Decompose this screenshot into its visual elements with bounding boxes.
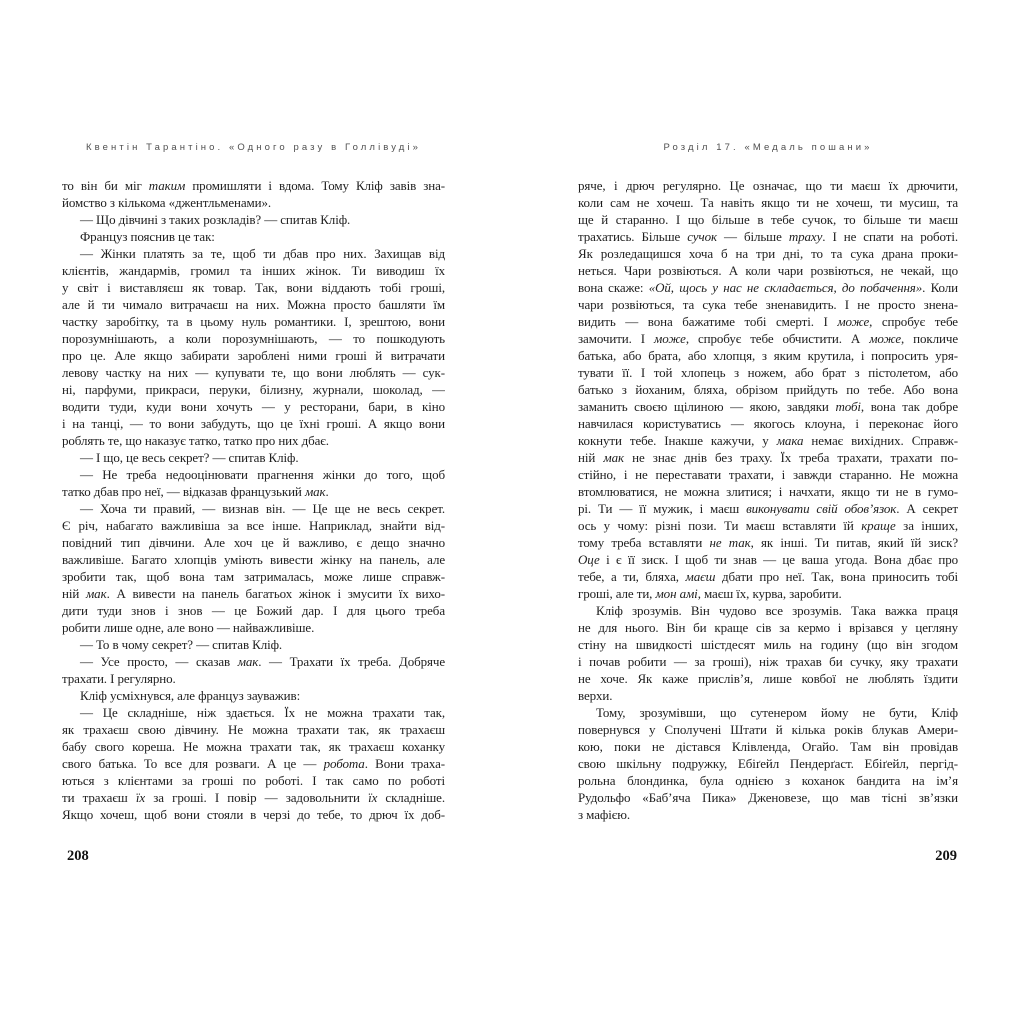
text-run: — Хоча ти правий, — визнав він. — Це ще не весь секрет.: [80, 501, 445, 516]
text-run: батько з йоханим, бляха, обрізом прийдуть по тебе. Або вона: [578, 382, 958, 397]
text-run: , вона так добре: [860, 399, 958, 414]
text-run: втомлюватися, не можна злитися; і начхати, якщо ти не в гумо-: [578, 484, 958, 499]
italic-text-run: може: [869, 331, 901, 346]
text-run: зробити так, щоб вона там затрималась, може лише справж-: [62, 569, 445, 584]
text-run: , спробує тебе: [869, 314, 958, 329]
text-run: не хоче. Як каже прислів’я, лише ковбої не люблять їздити: [578, 671, 958, 686]
text-line: [578, 551, 958, 568]
text-line: [578, 789, 958, 806]
italic-text-run: краще: [861, 518, 896, 533]
text-line: [578, 568, 958, 585]
text-run: з мафією.: [578, 807, 630, 822]
text-line: [578, 228, 958, 245]
text-line: [578, 704, 958, 721]
text-run: Тому, зрозумівши, що сутенером йому не бути, Кліф: [596, 705, 958, 720]
page-number-left: 208: [67, 848, 89, 864]
italic-text-run: мак: [603, 450, 624, 465]
text-line: [578, 296, 958, 313]
text-line: [578, 636, 958, 653]
text-line: [62, 313, 445, 330]
text-run: не для нього. Він би краще сів за кермо і врізався у цегляну: [578, 620, 958, 635]
text-run: бабу свого кореша. Не можна трахати так, як трахаєш коханку: [62, 739, 445, 754]
text-run: навчилася користуватись — якогось клоуна, і переконає його: [578, 416, 958, 431]
text-run: гроші, але ти,: [578, 586, 656, 601]
running-header-right: Розділ 17. «Медаль пошани»: [663, 142, 873, 153]
text-run: — Не треба недооцінювати прагнення жінки до того, щоб: [80, 467, 445, 482]
text-line: [578, 602, 958, 619]
text-run: повернувся у Сполучені Штати й кілька років блукав Амери-: [578, 722, 958, 737]
text-line: [578, 364, 958, 381]
text-line: [62, 364, 445, 381]
text-line: [578, 517, 958, 534]
italic-text-run: Оце: [578, 552, 600, 567]
text-line: [578, 670, 958, 687]
text-run: коли сам не хочеш. Та навіть якщо ти не хочеш, ти мусиш, та: [578, 195, 958, 210]
text-line: [578, 653, 958, 670]
text-line: [578, 687, 958, 704]
text-run: батька, або брата, або хлопця, з яким крутила, і попросить уря-: [578, 348, 958, 363]
text-line: [578, 534, 958, 551]
text-run: чари розвіються, та сука тебе зненавидить. І не просто знена-: [578, 297, 958, 312]
text-run: Француз пояснив це так:: [80, 229, 215, 244]
text-line: [62, 500, 445, 517]
text-line: [62, 415, 445, 432]
text-line: [62, 602, 445, 619]
text-run: робити лише одне, але воно — найважливіше.: [62, 620, 315, 635]
italic-text-run: мон амі: [655, 586, 698, 601]
text-line: [62, 296, 445, 313]
text-line: [578, 449, 958, 466]
italic-text-run: тобі: [835, 399, 861, 414]
text-line: [62, 704, 445, 721]
italic-text-run: мак: [85, 586, 107, 601]
text-line: [578, 347, 958, 364]
text-run: Є річ, набагато важливіша за все інше. Наприклад, знайти від-: [62, 518, 445, 533]
text-line: [578, 262, 958, 279]
text-run: кокнути тебе. Інакше кажучи, у: [578, 433, 777, 448]
text-line: [62, 398, 445, 415]
text-line: [62, 177, 445, 194]
text-run: татко дбав про неї, — відказав французький: [62, 484, 305, 499]
text-run: ній: [578, 450, 604, 465]
text-run: . Вони траха-: [364, 756, 445, 771]
text-run: Якщо хочеш, щоб вони стояли в черзі до тебе, то дрюч їх доб-: [62, 807, 445, 822]
text-run: — То в чому секрет? — спитав Кліф.: [80, 637, 283, 652]
text-line: [62, 449, 445, 466]
italic-text-run: не так: [709, 535, 751, 550]
text-run: водити туди, куди вони хочуть — у ресторани, бари, в кіно: [62, 399, 445, 414]
text-line: [62, 653, 445, 670]
text-run: і є її зиск. І щоб ти знав — це ваша угода. Вона дбає про: [599, 552, 958, 567]
text-run: і почав робити — за гроші), ніж трахав би сучку, яку трахати: [578, 654, 958, 669]
text-line: [62, 262, 445, 279]
text-line: [578, 466, 958, 483]
text-line: [62, 279, 445, 296]
text-line: [578, 721, 958, 738]
text-run: порозумнішають, а коли порозумнішають, — то пошкодують: [62, 331, 445, 346]
text-run: рольна блондинка, була однією з коханок бандита на ім’я: [578, 773, 958, 788]
text-run: ти трахаєш: [62, 790, 136, 805]
text-line: [62, 585, 445, 602]
text-run: дбати про неї. Так, вона приносить тобі: [715, 569, 958, 584]
text-run: левову частку на них — купувати те, що вони люблять — сук-: [62, 365, 445, 380]
text-line: [578, 415, 958, 432]
text-line: [578, 755, 958, 772]
text-line: [62, 568, 445, 585]
italic-text-run: мак: [237, 654, 259, 669]
text-run: за гроші. І повір — задовольнити: [145, 790, 369, 805]
text-line: [62, 432, 445, 449]
text-line: [62, 194, 445, 211]
text-line: [62, 636, 445, 653]
text-line: [62, 806, 445, 823]
text-run: — Що дівчині з таких розкладів? — спитав Кліф.: [80, 212, 351, 227]
text-line: [578, 585, 958, 602]
text-run: видить — вона бажатиме тобі смерті. І: [578, 314, 838, 329]
text-line: [62, 670, 445, 687]
text-run: то він би міг: [62, 178, 149, 193]
text-run: ній: [62, 586, 86, 601]
italic-text-run: маєш: [685, 569, 716, 584]
italic-text-run: їх: [135, 790, 146, 805]
text-run: і на танці, — то вони забудуть, що це їхні гроші. А якщо вони: [62, 416, 445, 431]
text-line: [62, 619, 445, 636]
text-run: як трахаєш свою дівчину. Не можна трахати так, як трахаєш: [62, 722, 445, 737]
italic-text-run: траху: [788, 229, 823, 244]
text-run: рі. Ти — її мужик, і маєш: [578, 501, 747, 516]
text-run: клієнтів, жандармів, громил та інших жінок. Ти виводиш їх: [62, 263, 445, 278]
text-line: [578, 619, 958, 636]
text-run: — І що, це весь секрет? — спитав Кліф.: [80, 450, 299, 465]
text-run: , як інші. Ти питав, який їй зиск?: [750, 535, 958, 550]
text-line: [578, 279, 958, 296]
text-line: [578, 772, 958, 789]
text-run: дити туди знов і знов — це Божий дар. І для цього треба: [62, 603, 445, 618]
text-line: [578, 211, 958, 228]
text-run: тебе, а ти, бляха,: [578, 569, 686, 584]
text-run: — Жінки платять за те, щоб ти дбав про них. Захищав від: [80, 246, 445, 261]
text-run: про це. Але якщо забирати зароблені ними гроші й витрачати: [62, 348, 445, 363]
text-run: свою шкільну подружку, Ебіґейл Пендерґаст. Ебіґейл, пергід-: [578, 756, 958, 771]
text-run: йомство з кількома «джентльменами».: [62, 195, 272, 210]
text-run: стійно, і не переставати трахати, і завжди старанно. Не можна: [578, 467, 958, 482]
text-line: [578, 313, 958, 330]
text-run: складніше.: [377, 790, 445, 805]
text-run: трахатись. Більше: [578, 229, 688, 244]
text-line: [62, 381, 445, 398]
text-run: промишляти і вдома. Тому Кліф завів зна-: [185, 178, 445, 193]
text-line: [62, 228, 445, 245]
text-line: [62, 687, 445, 704]
running-header-left: Квентін Тарантіно. «Одного разу в Голлівуді»: [86, 142, 421, 153]
text-run: стіну на швидкості шістдесят миль на годину (що він згодом: [578, 637, 958, 652]
italic-text-run: може: [654, 331, 686, 346]
text-run: — Це складніше, ніж здається. Їх не можна трахати так,: [80, 705, 445, 720]
page-left: [62, 0, 445, 1024]
italic-text-run: може: [837, 314, 870, 329]
text-run: тувати її. І той хлопець з ножем, або брат з пістолетом, або: [578, 365, 958, 380]
text-run: неться. Чари розвіються. А коли чари розвіються, не чекай, що: [578, 263, 958, 278]
text-line: [62, 755, 445, 772]
text-run: у світ і виставляєш як товар. Так, вони віддають тобі гроші,: [62, 280, 445, 295]
text-run: свого батька. То все для розваги. А це —: [62, 756, 324, 771]
text-run: Кліф усміхнувся, але француз зауважив:: [80, 688, 301, 703]
text-line: [578, 398, 958, 415]
text-run: частку заробітку, та в цьому нуль романтики. І, зрештою, вони: [62, 314, 445, 329]
text-line: [578, 381, 958, 398]
italic-text-run: мака: [776, 433, 804, 448]
text-run: важливіше. Багато хлопців уміють вивести жінку на панель, але: [62, 552, 445, 567]
text-line: [578, 500, 958, 517]
italic-text-run: виконувати свій обов’язок: [746, 501, 897, 516]
text-run: не знає днів без траху. Їх треба трахати, трахати по-: [623, 450, 958, 465]
text-run: верхи.: [578, 688, 613, 703]
text-run: , покличе: [901, 331, 958, 346]
text-line: [62, 245, 445, 262]
italic-text-run: мак: [304, 484, 326, 499]
text-column-left: [62, 177, 445, 823]
text-run: ються з клієнтами за гроші по роботі. І так само по роботі: [62, 773, 445, 788]
text-run: — більше: [716, 229, 789, 244]
text-line: [62, 483, 445, 500]
text-line: [62, 466, 445, 483]
text-line: [62, 517, 445, 534]
text-line: [62, 789, 445, 806]
text-line: [62, 534, 445, 551]
text-run: заманить своєю щілиною — якою, завдяки: [578, 399, 836, 414]
text-line: [62, 738, 445, 755]
text-line: [62, 551, 445, 568]
text-line: [578, 806, 958, 823]
italic-text-run: «Ой, щось у нас не складається, до побачення»: [648, 280, 923, 295]
text-run: але й ти чимало витрачаєш на них. Можна просто башляти їм: [62, 297, 445, 312]
text-line: [62, 347, 445, 364]
text-line: [62, 721, 445, 738]
italic-text-run: робота: [323, 756, 365, 771]
text-run: Кліф зрозумів. Він чудово все зрозумів. Така важка праця: [596, 603, 958, 618]
text-run: вона скаже:: [578, 280, 649, 295]
text-column-right: [578, 177, 958, 823]
text-line: [62, 772, 445, 789]
text-run: Як розледащишся хоча б на три дні, то та сука драна проки-: [578, 246, 958, 261]
italic-text-run: сучок: [687, 229, 717, 244]
text-run: немає вихідних. Справж-: [803, 433, 958, 448]
text-run: тому треба вставляти: [578, 535, 710, 550]
italic-text-run: таким: [148, 178, 186, 193]
text-run: , маєш їх, курва, заробити.: [697, 586, 842, 601]
text-run: трахати. І регулярно.: [62, 671, 176, 686]
text-run: роблять те, що наказує татко, татко про них дбає.: [62, 433, 329, 448]
text-run: ось у чому: різні пози. Ти маєш вставляти їй: [578, 518, 862, 533]
page-number-right: 209: [935, 848, 957, 864]
text-line: [578, 330, 958, 347]
text-line: [578, 738, 958, 755]
text-run: — Усе просто, — сказав: [80, 654, 238, 669]
text-line: [62, 330, 445, 347]
text-run: повідний тип дівчини. Але хоч це й важливо, є дещо значно: [62, 535, 445, 550]
italic-text-run: їх: [368, 790, 378, 805]
text-run: . Коли: [922, 280, 958, 295]
text-run: кою, поки не дістався Клівленда, Огайо. Там він провідав: [578, 739, 958, 754]
text-run: . — Трахати їх треба. Добряче: [258, 654, 445, 669]
text-run: ще й старанно. І що більше в тебе сучок, то більше ти маєш: [578, 212, 958, 227]
text-line: [578, 177, 958, 194]
text-run: ряче, і дрюч регулярно. Це означає, що ти маєш їх дрючити,: [578, 178, 958, 193]
text-run: Рудольфо «Баб’яча Пика» Дженовезе, що мав тісні зв’язки: [578, 790, 958, 805]
text-run: . І не спати на роботі.: [822, 229, 958, 244]
text-run: . А вивести на панель багатьох жінок і змусити їх вихо-: [106, 586, 445, 601]
text-line: [578, 194, 958, 211]
text-run: .: [325, 484, 329, 499]
text-line: [578, 432, 958, 449]
text-run: . А секрет: [896, 501, 958, 516]
text-run: ні, парфуми, прикраси, перуки, білизну, журнали, шоколад, —: [62, 382, 445, 397]
text-line: [578, 245, 958, 262]
page-right: [578, 0, 958, 1024]
text-run: замочити. І: [578, 331, 655, 346]
text-run: , спробує тебе обчистити. А: [685, 331, 870, 346]
text-run: за інших,: [895, 518, 958, 533]
text-line: [62, 211, 445, 228]
text-line: [578, 483, 958, 500]
